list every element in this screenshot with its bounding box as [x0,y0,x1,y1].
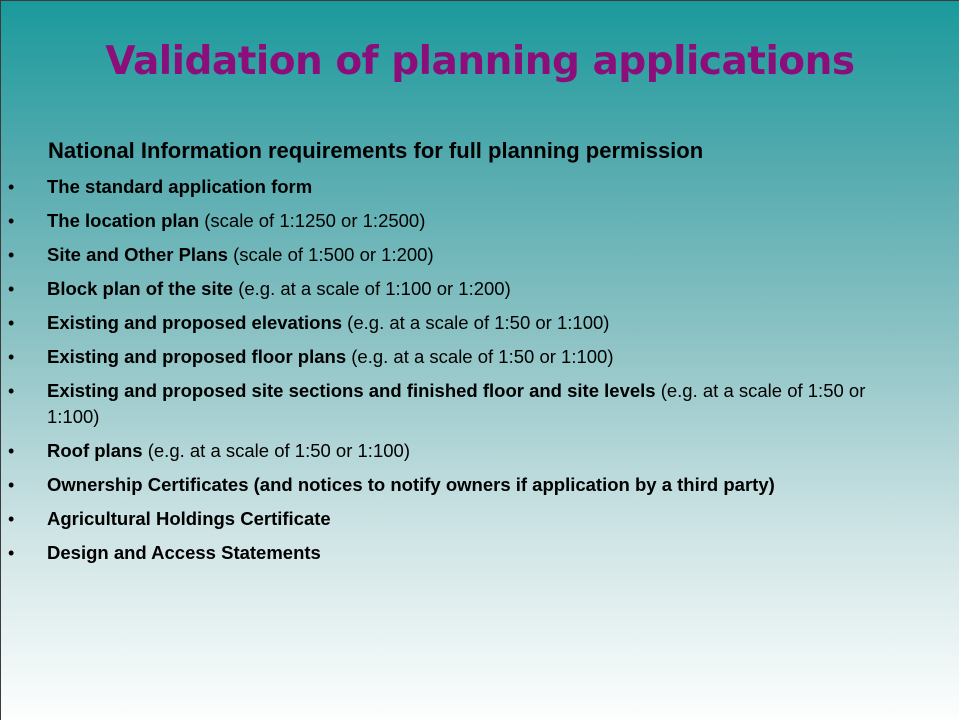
list-item [1,540,921,566]
item-detail-text: (scale of 1:500 or 1:200) [227,244,434,265]
list-item [1,208,921,234]
requirements-list [1,174,921,574]
slide-title: Validation of planning applications [105,39,855,84]
list-item [1,276,921,302]
list-item [1,310,921,336]
item-bold-text: The location plan [47,210,200,231]
item-detail-text: (e.g. at a scale of 1:50 or 1:100) [47,380,866,427]
list-item [1,242,921,268]
item-detail-text: (e.g. at a scale of 1:50 or 1:100) [346,346,614,367]
item-bold-text: Ownership Certificates (and notices to notify owners if application by a third party) [47,474,775,495]
slide-subtitle: National Information requirements for full planning permission [48,138,704,163]
list-item [1,378,921,430]
item-detail-text: (e.g. at a scale of 1:100 or 1:200) [233,278,511,299]
item-bold-text: Block plan of the site [47,278,234,299]
item-bold-text: Existing and proposed site sections and finished floor and site levels [47,380,656,401]
item-bold-text: Roof plans [47,440,143,461]
list-item [1,344,921,370]
item-bold-text: The standard application form [47,176,313,197]
item-bold-text: Existing and proposed elevations [47,312,343,333]
item-bold-text: Site and Other Plans [47,244,228,265]
item-bold-text: Agricultural Holdings Certificate [47,508,331,529]
list-item [1,472,921,498]
item-detail-text: (e.g. at a scale of 1:50 or 1:100) [142,440,410,461]
item-bold-text: Existing and proposed floor plans [47,346,347,367]
item-detail-text: (e.g. at a scale of 1:50 or 1:100) [342,312,610,333]
list-item [1,438,921,464]
item-detail-text: (scale of 1:1250 or 1:2500) [199,210,426,231]
list-item [1,174,921,200]
item-bold-text: Design and Access Statements [47,542,321,563]
list-item [1,506,921,532]
